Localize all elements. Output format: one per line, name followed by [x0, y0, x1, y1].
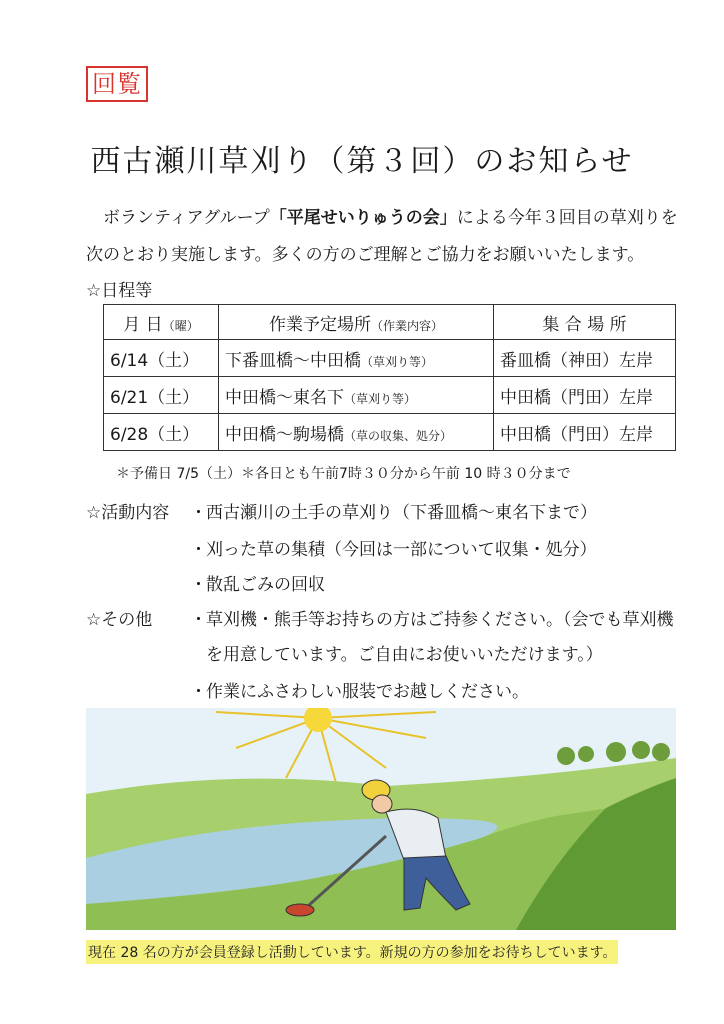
- header-date: 月 日（曜）: [104, 305, 219, 340]
- membership-footer-note: 現在 28 名の方が会員登録し活動しています。新規の方の参加をお待ちしています。: [86, 940, 618, 964]
- table-row: [104, 377, 676, 414]
- river-grass-cutting-illustration: [86, 708, 676, 930]
- group-name: 「平尾せいりゅうの会」: [269, 208, 457, 228]
- list-item-continued: を用意しています。ご自由にお使いいただけます。）: [206, 645, 603, 665]
- page-title: 西古瀬川草刈り（第３回）のお知らせ: [90, 144, 634, 180]
- activities-label: ☆活動内容: [86, 503, 170, 523]
- schedule-label: ☆日程等: [86, 281, 153, 301]
- row-meet: 中田橋（門田）左岸: [494, 414, 676, 451]
- header-place: 作業予定場所（作業内容）: [219, 305, 494, 340]
- row-place: 下番皿橋～中田橋（草刈り等）: [219, 340, 494, 377]
- intro-line-1: [86, 200, 686, 237]
- row-date: 6/28（土）: [104, 414, 219, 451]
- row-place: 中田橋～東名下（草刈り等）: [219, 377, 494, 414]
- row-place: 中田橋～駒場橋（草の収集、処分）: [219, 414, 494, 451]
- intro-post: による今年３回目の草刈りを: [456, 208, 678, 228]
- list-item: ・散乱ごみの回収: [190, 575, 325, 595]
- schedule-note: ＊予備日 7/5（土）＊各日とも午前7時３０分から午前 10 時３０分まで: [116, 466, 571, 482]
- row-date: 6/21（土）: [104, 377, 219, 414]
- intro-paragraph: [86, 200, 686, 274]
- schedule-table: [103, 304, 676, 451]
- row-date: 6/14（土）: [104, 340, 219, 377]
- circulation-stamp: 回覧: [86, 66, 148, 102]
- intro-pre: ボランティアグループ: [103, 208, 270, 228]
- row-meet: 番皿橋（神田）左岸: [494, 340, 676, 377]
- list-item: ・西古瀬川の土手の草刈り（下番皿橋～東名下まで）: [190, 503, 597, 523]
- table-row: [104, 340, 676, 377]
- header-meet: 集 合 場 所: [494, 305, 676, 340]
- row-meet: 中田橋（門田）左岸: [494, 377, 676, 414]
- table-row: [104, 414, 676, 451]
- list-item: ・作業にふさわしい服装でお越しください。: [190, 682, 529, 702]
- other-label: ☆その他: [86, 610, 153, 630]
- list-item: ・刈った草の集積（今回は一部について収集・処分）: [190, 540, 597, 560]
- schedule-header-row: [104, 305, 676, 340]
- intro-line-2: 次のとおり実施します。多くの方のご理解とご協力をお願いいたします。: [86, 245, 645, 265]
- list-item: ・草刈機・熊手等お持ちの方はご持参ください。（会でも草刈機: [190, 610, 674, 630]
